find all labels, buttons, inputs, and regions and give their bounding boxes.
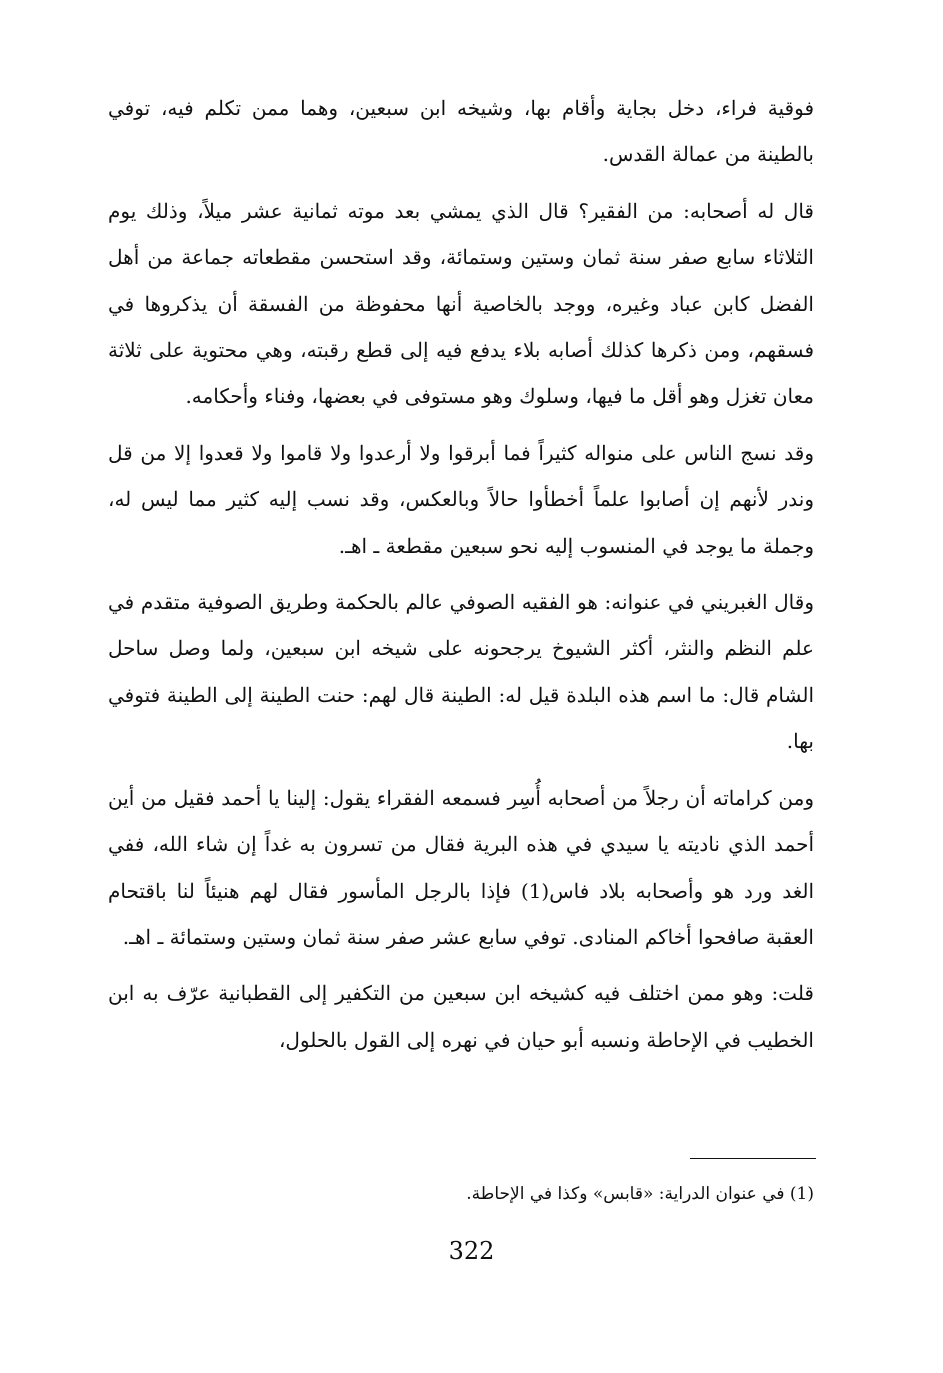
footnote-divider bbox=[690, 1158, 816, 1159]
paragraph: فوقية فراء، دخل بجاية وأقام بها، وشيخه ابن سبعين، وهما ممن تكلم فيه، توفي بالطينة من عمالة القدس. bbox=[108, 96, 814, 167]
paragraph: وقد نسج الناس على منواله كثيراً فما أبرقوا ولا أرعدوا ولا قاموا ولا قعدوا إلا من قل وندر لأنهم إن أصابوا علماً أخطأوا حالاً وبالعكس، وقد نسب إليه كثير مما ليس له، وجملة ما يوجد في المنسوب إليه نحو سبعين مقطعة ـ اهـ. bbox=[108, 440, 814, 558]
paragraph: قال له أصحابه: من الفقير؟ قال الذي يمشي بعد موته ثمانية عشر ميلاً، وذلك يوم الثلاثاء سابع صفر سنة ثمان وستين وستمائة، وقد استحسن مقطعاته جماعة من أهل الفضل كابن عباد وغيره، ووجد بالخاصية أنها محفوظة من الفسقة أن يذكروها في فسقهم، ومن ذكرها كذلك أصابه بلاء يدفع فيه إلى قطع رقبته، وهي محتوية على ثلاثة معان تغزل وهو أقل ما فيها، وسلوك وهو مستوفى في بعضها، وفناء وأحكامه. bbox=[108, 198, 814, 409]
footnote: (1) في عنوان الدراية: «قابس» وكذا في الإحاطة. bbox=[466, 1184, 814, 1204]
paragraph: ومن كراماته أن رجلاً من أصحابه أُسِر فسمعه الفقراء يقول: إلينا يا أحمد فقيل من أين أحمد الذي ناديته يا سيدي في هذه البرية فقال من تسرون به غداً إن شاء الله، ففي الغد ورد هو وأصحابه بلاد فاس(1) فإذا بالرجل المأسور فقال لهم هنيئاً لنا باقتحام العقبة صافحوا أخاكم المنادى. توفي سابع عشر صفر سنة ثمان وستين وستمائة ـ اهـ. bbox=[108, 785, 815, 949]
main-text bbox=[108, 85, 814, 1073]
page-number: 322 bbox=[448, 1237, 495, 1265]
paragraph: قلت: وهو ممن اختلف فيه كشيخه ابن سبعين من التكفير إلى القطبانية عرّف به ابن الخطيب في الإحاطة ونسبه أبو حيان في نهره إلى القول بالحلول، bbox=[108, 981, 814, 1052]
paragraph: وقال الغبريني في عنوانه: هو الفقيه الصوفي عالم بالحكمة وطريق الصوفية متقدم في علم النظم والنثر، أكثر الشيوخ يرجحونه على شيخه ابن سبعين، ولما وصل ساحل الشام قال: ما اسم هذه البلدة قيل له: الطينة قال لهم: حنت الطينة إلى الطينة فتوفي بها. bbox=[108, 590, 814, 754]
